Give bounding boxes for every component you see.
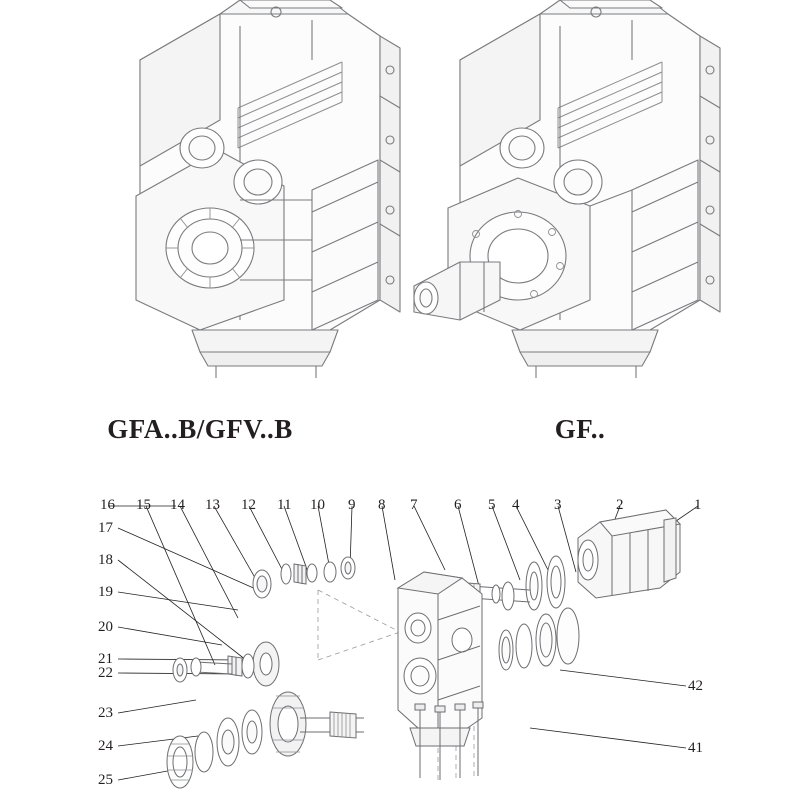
callout-16: 16 [100,497,115,513]
callout-3: 3 [554,497,562,513]
callout-10: 10 [310,497,325,513]
callout-5: 5 [488,497,496,513]
callout-12: 12 [241,497,256,513]
callout-2: 2 [616,497,624,513]
callout-21: 21 [98,651,113,667]
callout-23: 23 [98,705,113,721]
gear-unit-drawing-right [400,0,800,400]
callout-18: 18 [98,552,113,568]
callout-4: 4 [512,497,520,513]
callout-20: 20 [98,619,113,635]
callout-41: 41 [688,740,703,756]
motor-assembly [578,510,680,598]
callout-13: 13 [205,497,220,513]
callout-7: 7 [410,497,418,513]
exploded-view-section [0,460,800,800]
caption-left: GFA..B/GFV..B [107,414,293,444]
callout-11: 11 [277,497,292,513]
callout-19: 19 [98,584,113,600]
caption-right: GF.. [554,414,606,444]
flange-cover [526,556,565,610]
callout-42: 42 [688,678,703,694]
callout-8: 8 [378,497,386,513]
small-hardware-top [253,557,355,598]
exploded-components [0,460,800,800]
callout-6: 6 [454,497,462,513]
callout-22: 22 [98,665,113,681]
callout-17: 17 [98,520,113,536]
callout-24: 24 [98,738,113,754]
callout-14: 14 [170,497,185,513]
seal-rings-right [499,608,579,670]
callout-25: 25 [98,772,113,788]
callout-9: 9 [348,497,356,513]
callout-15: 15 [136,497,151,513]
output-gear-assembly [167,692,364,788]
intermediate-shaft-assembly [173,642,279,686]
callout-1: 1 [694,497,702,513]
